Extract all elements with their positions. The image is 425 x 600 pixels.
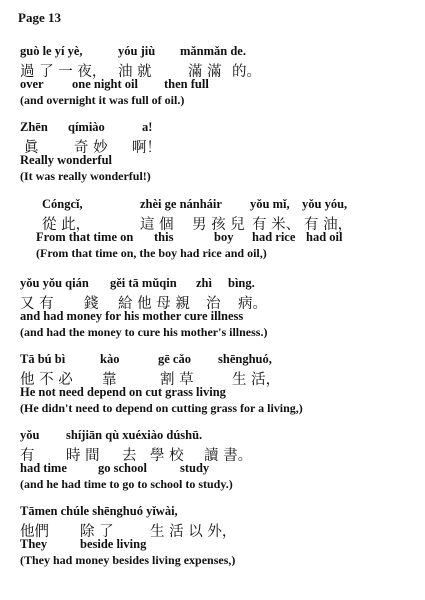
gloss-segment: this	[154, 230, 174, 244]
pinyin-segment: yóu jiù	[118, 44, 156, 58]
pinyin-segment: yǒu	[20, 428, 40, 442]
hanzi-segment: 時 間	[66, 448, 100, 464]
pinyin-segment: Zhēn	[20, 120, 48, 134]
stanza-2	[0, 120, 425, 186]
gloss-segment: go school	[98, 461, 147, 475]
hanzi-segment: 過 了 一 夜，	[20, 64, 107, 80]
stanza-3	[0, 197, 425, 263]
hanzi-segment: 有 米、	[252, 217, 301, 233]
pinyin-segment: qímiào	[68, 120, 105, 134]
pinyin-segment: a!	[142, 120, 153, 134]
gloss-segment: beside living	[80, 537, 147, 551]
gloss-segment: They	[20, 537, 48, 551]
pinyin-segment: kào	[100, 352, 120, 366]
pinyin-segment: yǒu mǐ,	[250, 197, 290, 211]
translation-line: (It was really wonderful!)	[20, 169, 151, 183]
translation-line: (and overnight it was full of oil.)	[20, 93, 185, 107]
gloss-segment: had rice	[252, 230, 296, 244]
hanzi-segment: 讀 書。	[204, 448, 253, 464]
pinyin-segment: guò le yí yè,	[20, 44, 83, 58]
hanzi-segment: 他們	[20, 524, 49, 540]
pinyin-segment: Cóngcǐ,	[42, 197, 83, 211]
gloss-segment: Really wonderful	[20, 153, 113, 167]
hanzi-segment: 去	[122, 448, 137, 464]
gloss-segment: boy	[214, 230, 234, 244]
gloss-segment: and had money for his mother cure illness	[20, 309, 244, 323]
pinyin-segment: zhèi ge nánháir	[140, 197, 222, 211]
translation-line: (They had money besides living expenses,)	[20, 553, 236, 567]
pinyin-segment: yǒu yǒu qián	[20, 276, 89, 290]
pinyin-segment: shēnghuó,	[218, 352, 272, 366]
pinyin-segment: zhì	[196, 276, 212, 290]
pinyin-segment: yǒu yóu,	[302, 197, 348, 211]
pinyin-segment: shíjiān qù xuéxiào dúshū.	[66, 428, 203, 442]
hanzi-segment: 他 不 必	[20, 372, 73, 388]
pinyin-segment: Tā bú bì	[20, 352, 66, 366]
translation-line: (and he had time to go to school to study.)	[20, 477, 233, 491]
pinyin-segment: bìng.	[228, 276, 255, 290]
hanzi-segment: 奇 妙	[74, 140, 108, 156]
stanza-5	[0, 352, 425, 418]
hanzi-segment: 油 就	[118, 64, 152, 80]
hanzi-segment: 有 油，	[304, 217, 353, 233]
stanza-7	[0, 504, 425, 570]
hanzi-segment: 啊！	[132, 140, 161, 156]
hanzi-segment: 男 孩 兒	[192, 217, 245, 233]
translation-line: (From that time on, the boy had rice and oil,)	[36, 246, 267, 260]
gloss-segment: From that time on	[36, 230, 134, 244]
hanzi-segment: 有	[20, 448, 35, 464]
pinyin-segment: gěi tā mǔqin	[110, 276, 177, 290]
hanzi-segment: 學 校	[150, 448, 184, 464]
pinyin-segment: gē cǎo	[158, 352, 191, 366]
hanzi-segment: 滿 滿	[188, 64, 222, 80]
gloss-segment: study	[180, 461, 210, 475]
stanza-1	[0, 44, 425, 110]
hanzi-segment: 從 此，	[42, 217, 91, 233]
hanzi-segment: 靠	[102, 372, 117, 388]
translation-line: (and had the money to cure his mother's illness.)	[20, 325, 268, 339]
hanzi-segment: 錢	[84, 296, 99, 312]
hanzi-segment: 割 草	[160, 372, 194, 388]
gloss-segment: over	[20, 77, 44, 91]
stanza-4	[0, 276, 425, 342]
hanzi-segment: 生 活 以 外，	[150, 524, 237, 540]
hanzi-segment: 生 活，	[232, 372, 281, 388]
pinyin-segment: mǎnmǎn de.	[180, 44, 246, 58]
translation-line: (He didn't need to depend on cutting grass for a living,)	[20, 401, 303, 415]
pinyin-segment: Tāmen chúle shēnghuó yǐwài,	[20, 504, 178, 518]
hanzi-segment: 病。	[238, 296, 267, 312]
hanzi-segment: 眞	[24, 140, 39, 156]
stanza-6	[0, 428, 425, 494]
gloss-segment: one night oil	[72, 77, 138, 91]
gloss-segment: had oil	[306, 230, 343, 244]
gloss-segment: He not need depend on cut grass living	[20, 385, 226, 399]
gloss-segment: had time	[20, 461, 67, 475]
hanzi-segment: 治	[206, 296, 221, 312]
hanzi-segment: 又 有	[20, 296, 54, 312]
gloss-segment: then full	[164, 77, 209, 91]
hanzi-segment: 除 了	[80, 524, 114, 540]
hanzi-segment: 給 他 母 親	[118, 296, 190, 312]
page-number: Page 13	[18, 10, 61, 25]
hanzi-segment: 的。	[232, 64, 261, 80]
hanzi-segment: 這 個	[140, 217, 174, 233]
